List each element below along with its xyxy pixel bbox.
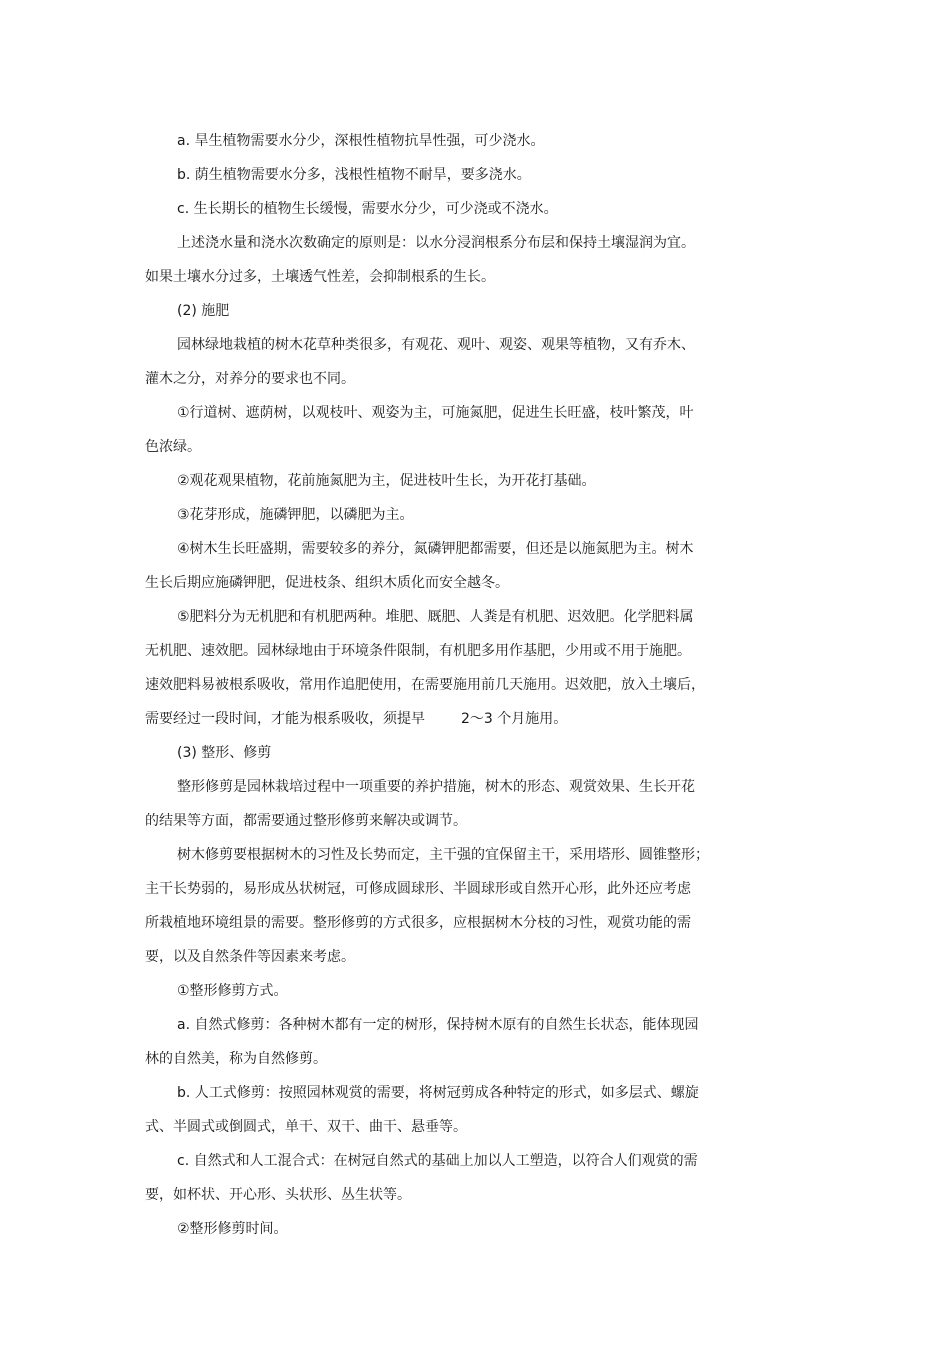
document-page xyxy=(145,124,735,1246)
paragraph-line: 林的自然美，称为自然修剪。 xyxy=(145,1051,327,1067)
paragraph-line: 要，如杯状、开心形、头状形、丛生状等。 xyxy=(145,1187,411,1203)
section-heading: (3) 整形、修剪 xyxy=(177,745,272,761)
paragraph-line: 色浓绿。 xyxy=(145,439,201,455)
paragraph-line: 树木修剪要根据树木的习性及长势而定，主干强的宜保留主干，采用塔形、圆锥整形； xyxy=(177,847,709,863)
paragraph-line: ①整形修剪方式。 xyxy=(177,983,288,999)
paragraph-line: 灌木之分，对养分的要求也不同。 xyxy=(145,371,355,387)
paragraph-line: ①行道树、遮荫树，以观枝叶、观姿为主，可施氮肥，促进生长旺盛，枝叶繁茂，叶 xyxy=(177,405,694,421)
paragraph-line: 要，以及自然条件等因素来考虑。 xyxy=(145,949,355,965)
paragraph-line xyxy=(145,702,735,736)
paragraph-line: 的结果等方面，都需要通过整形修剪来解决或调节。 xyxy=(145,813,467,829)
paragraph-line: 生长后期应施磷钾肥，促进枝条、组织木质化而安全越冬。 xyxy=(145,575,509,591)
paragraph-line: 园林绿地栽植的树木花草种类很多，有观花、观叶、观姿、观果等植物，又有乔木、 xyxy=(177,337,695,353)
paragraph-line: a. 旱生植物需要水分少，深根性植物抗旱性强，可少浇水。 xyxy=(177,133,545,149)
paragraph-line: 所栽植地环境组景的需要。整形修剪的方式很多，应根据树木分枝的习性，观赏功能的需 xyxy=(145,915,691,931)
paragraph-line: 速效肥料易被根系吸收，常用作追肥使用，在需要施用前几天施用。迟效肥，放入土壤后， xyxy=(145,677,705,693)
paragraph-line: ④树木生长旺盛期，需要较多的养分，氮磷钾肥都需要，但还是以施氮肥为主。树木 xyxy=(177,541,694,557)
paragraph-line: b. 人工式修剪：按照园林观赏的需要，将树冠剪成各种特定的形式，如多层式、螺旋 xyxy=(177,1085,699,1101)
line-text: 需要经过一段时间，才能为根系吸收，须提早 xyxy=(145,711,425,727)
paragraph-line: ③花芽形成，施磷钾肥，以磷肥为主。 xyxy=(177,507,414,523)
paragraph-line: 整形修剪是园林栽培过程中一项重要的养护措施，树木的形态、观赏效果、生长开花 xyxy=(177,779,695,795)
paragraph-line: 无机肥、速效肥。园林绿地由于环境条件限制，有机肥多用作基肥，少用或不用于施肥。 xyxy=(145,643,691,659)
paragraph-line: 如果土壤水分过多，土壤透气性差，会抑制根系的生长。 xyxy=(145,269,495,285)
paragraph-line: 主干长势弱的，易形成丛状树冠，可修成圆球形、半圆球形或自然开心形，此外还应考虑 xyxy=(145,881,691,897)
paragraph-line: b. 荫生植物需要水分多，浅根性植物不耐旱，要多浇水。 xyxy=(177,167,531,183)
paragraph-line: a. 自然式修剪：各种树木都有一定的树形，保持树木原有的自然生长状态，能体现园 xyxy=(177,1017,699,1033)
paragraph-line: ⑤肥料分为无机肥和有机肥两种。堆肥、厩肥、人粪是有机肥、迟效肥。化学肥料属 xyxy=(177,609,694,625)
paragraph-line: 式、半圆式或倒圆式，单干、双干、曲干、悬垂等。 xyxy=(145,1119,467,1135)
paragraph-line: ②观花观果植物，花前施氮肥为主，促进枝叶生长，为开花打基础。 xyxy=(177,473,596,489)
section-heading: (2) 施肥 xyxy=(177,303,230,319)
paragraph-line: c. 生长期长的植物生长缓慢，需要水分少，可少浇或不浇水。 xyxy=(177,201,558,217)
paragraph-line: c. 自然式和人工混合式：在树冠自然式的基础上加以人工塑造，以符合人们观赏的需 xyxy=(177,1153,698,1169)
paragraph-line: 上述浇水量和浇水次数确定的原则是：以水分浸润根系分布层和保持土壤湿润为宜。 xyxy=(177,235,695,251)
paragraph-line: ②整形修剪时间。 xyxy=(177,1221,288,1237)
line-text: 2～3 个月施用。 xyxy=(461,711,568,727)
